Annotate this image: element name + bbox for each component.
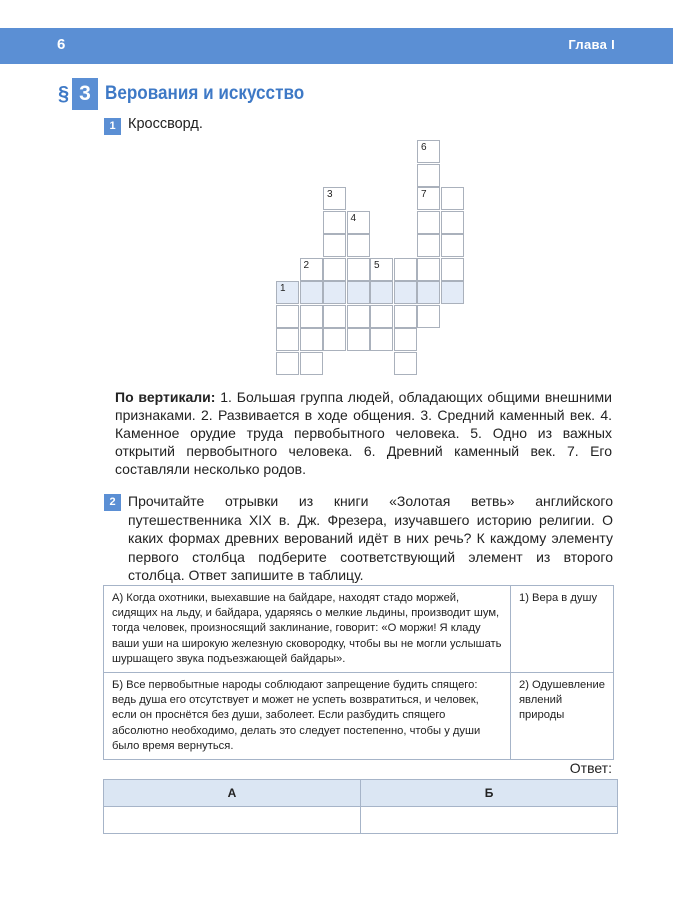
- crossword-cell[interactable]: [394, 258, 417, 281]
- section-sign: §: [58, 83, 70, 105]
- crossword-cell[interactable]: [276, 328, 299, 351]
- table-row: [104, 673, 614, 760]
- crossword-cell[interactable]: [323, 234, 346, 257]
- crossword-cell[interactable]: [417, 305, 440, 328]
- crossword-cell[interactable]: [370, 328, 393, 351]
- crossword-cell[interactable]: [323, 258, 346, 281]
- fragment-a: А) Когда охотники, выехавшие на байдаре, находят стадо моржей, сидящих на льду, и байдара, ударяясь о мелкие льдины, производит шум, тогда человек, произносящий заклинание, говорит: «О моржи! Я кладу ваши уши на широкую железную сковородку, чтобы вы не могли услышать шуршащего звука подъезжающей байдары».: [104, 586, 511, 673]
- crossword-cell[interactable]: [300, 328, 323, 351]
- task-1-title: Кроссворд.: [128, 116, 203, 132]
- crossword-cell[interactable]: [323, 187, 346, 210]
- answer-table: [103, 779, 618, 834]
- vertical-clues: [115, 388, 612, 478]
- answer-cell-a[interactable]: [104, 807, 361, 834]
- crossword-cell[interactable]: [370, 305, 393, 328]
- crossword-cell[interactable]: [441, 187, 464, 210]
- crossword-clue-number: 3: [327, 189, 333, 200]
- crossword-cell[interactable]: [323, 211, 346, 234]
- crossword-cell[interactable]: [417, 281, 440, 304]
- crossword-cell[interactable]: [370, 281, 393, 304]
- crossword-cell[interactable]: [441, 258, 464, 281]
- crossword-clue-number: 2: [303, 259, 310, 271]
- crossword-cell[interactable]: [417, 258, 440, 281]
- option-1: 1) Вера в душу: [511, 586, 614, 673]
- task-2-text: Прочитайте отрывки из книги «Золотая ветвь» английского путешественника XIX в. Дж. Фрезера, изучавшего историю религии. О каких формах древних верований идёт в них речь? К каждому элементу первого столбца подберите соответствующий элемент из второго столбца. Ответ запишите в таблицу.: [128, 493, 613, 583]
- crossword-cell[interactable]: [276, 305, 299, 328]
- crossword-cell[interactable]: [394, 328, 417, 351]
- answer-label: Ответ:: [569, 760, 612, 776]
- crossword-cell[interactable]: [276, 281, 299, 304]
- crossword-cell[interactable]: [323, 281, 346, 304]
- task-1-badge: 1: [104, 118, 121, 135]
- crossword-cell[interactable]: [441, 281, 464, 304]
- crossword-cell[interactable]: [417, 211, 440, 234]
- answer-header-b: Б: [361, 780, 618, 807]
- crossword-cell[interactable]: [276, 352, 299, 375]
- crossword-cell[interactable]: [347, 305, 370, 328]
- page-header: [0, 28, 673, 64]
- crossword-cell[interactable]: [300, 305, 323, 328]
- section-number: 3: [72, 78, 98, 110]
- fragments-table: [103, 585, 614, 760]
- crossword-cell[interactable]: [323, 328, 346, 351]
- section-title: Верования и искусство: [105, 83, 305, 104]
- crossword-cell[interactable]: [394, 281, 417, 304]
- crossword-cell[interactable]: [394, 352, 417, 375]
- crossword-clue-number: 6: [421, 142, 427, 153]
- option-2: 2) Одушевление явлений природы: [511, 673, 614, 760]
- crossword-cell[interactable]: [417, 187, 440, 210]
- chapter-title: Глава I: [568, 37, 615, 52]
- crossword-cell[interactable]: [323, 305, 346, 328]
- crossword-cell[interactable]: [347, 281, 370, 304]
- task-2-badge: 2: [104, 494, 121, 511]
- crossword-clue-number: 5: [374, 259, 380, 271]
- crossword-cell[interactable]: [370, 258, 393, 281]
- crossword-cell[interactable]: [417, 164, 440, 187]
- crossword-cell[interactable]: [441, 234, 464, 257]
- crossword-cell[interactable]: [347, 328, 370, 351]
- crossword-cell[interactable]: [417, 234, 440, 257]
- answer-header-a: А: [104, 780, 361, 807]
- crossword-cell[interactable]: [347, 258, 370, 281]
- crossword-cell[interactable]: [394, 305, 417, 328]
- crossword-cell[interactable]: [441, 211, 464, 234]
- crossword-clue-number: 4: [350, 212, 357, 224]
- vertical-clues-text: 1. Большая группа людей, обладающих общими внешними признаками. 2. Развивается в ходе общения. 3. Средний каменный век. 4. Каменное орудие труда первобытного человека. 5. Одно из важных открытий первобытного человека. 6. Древний каменный век. 7. Его составляли несколько родов.: [115, 389, 612, 477]
- answer-cell-b[interactable]: [361, 807, 618, 834]
- crossword-clue-number: 1: [280, 283, 286, 294]
- crossword-cell[interactable]: [300, 258, 323, 281]
- crossword-cell[interactable]: [300, 281, 323, 304]
- table-row: [104, 586, 614, 673]
- crossword-cell[interactable]: [347, 211, 370, 234]
- crossword-cell[interactable]: [417, 140, 440, 163]
- vertical-clues-label: По вертикали:: [115, 389, 216, 405]
- crossword-cell[interactable]: [347, 234, 370, 257]
- crossword-clue-number: 7: [421, 189, 427, 200]
- fragment-b: Б) Все первобытные народы соблюдают запрещение будить спящего: ведь душа его отсутствует и может не успеть возвратиться, и человек, если он проснётся без души, заболеет. Если разбудить спящего абсолютно необходимо, делать это следует постепенно, чтобы у души было время вернуться.: [104, 673, 511, 760]
- page-number: 6: [57, 36, 66, 53]
- crossword-cell[interactable]: [300, 352, 323, 375]
